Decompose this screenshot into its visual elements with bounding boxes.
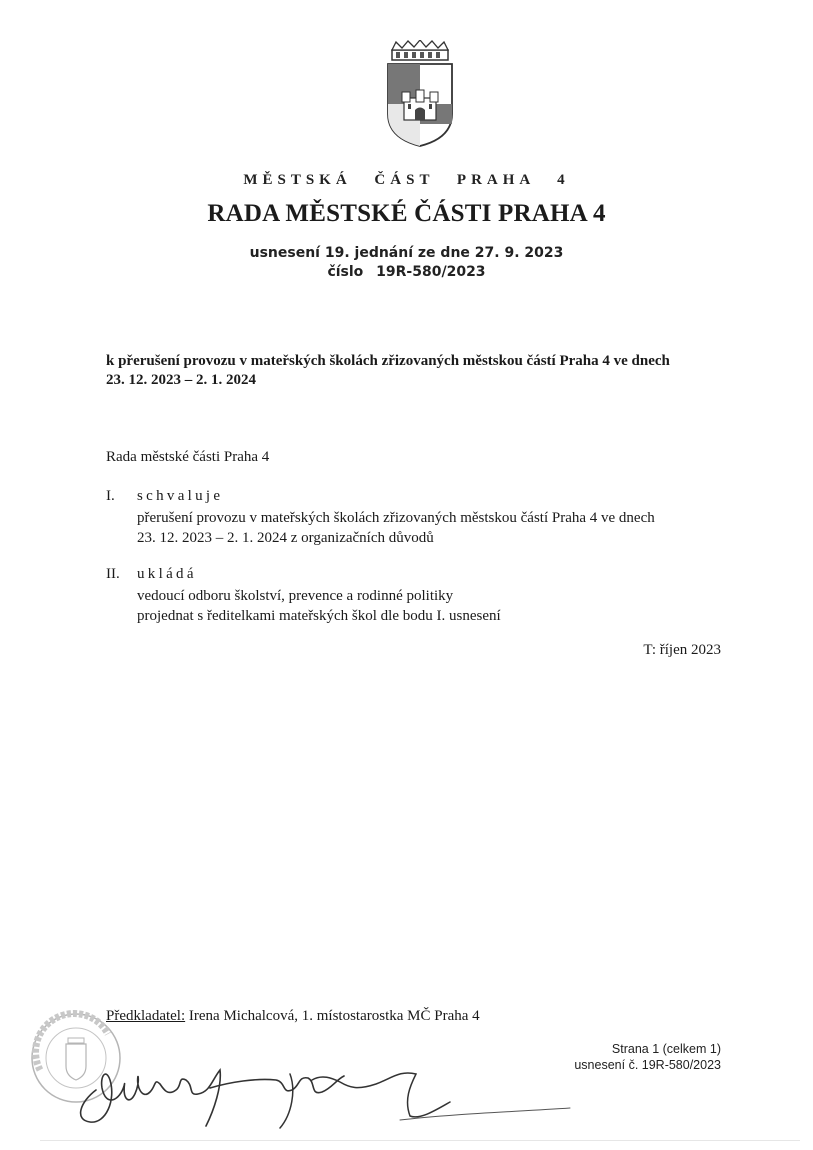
item-line: vedoucí odboru školství, prevence a rodinné politiky (137, 588, 454, 604)
bottom-edge (40, 1140, 800, 1141)
item-line: 23. 12. 2023 – 2. 1. 2024 z organizačních důvodů (137, 530, 434, 546)
page-info (574, 1041, 721, 1073)
organization-name: MĚSTSKÁ ČÁST PRAHA 4 (243, 172, 570, 188)
subject (106, 352, 726, 390)
resolution-reference: usnesení č. 19R-580/2023 (574, 1058, 721, 1072)
resolution-number: 19R-580/2023 (376, 264, 486, 280)
item-line: přerušení provozu v mateřských školách zřizovaných městskou částí Praha 4 ve dnech (137, 510, 655, 526)
deadline: T: říjen 2023 (643, 642, 721, 658)
submitter (106, 1008, 480, 1025)
council-title: RADA MĚSTSKÉ ČÁSTI PRAHA 4 (207, 200, 606, 227)
intro-text: Rada městské části Praha 4 (106, 449, 270, 465)
item-verb: ukládá (137, 566, 197, 582)
number-label: číslo (327, 264, 364, 280)
item-body (137, 508, 727, 548)
submitter-value: Irena Michalcová, 1. místostarostka MČ Praha 4 (188, 1008, 480, 1024)
item-line: projednat s ředitelkami mateřských škol dle bodu I. usnesení (137, 608, 501, 624)
item-numeral: II. (106, 566, 120, 582)
subject-line: k přerušení provozu v mateřských školách zřizovaných městskou částí Praha 4 ve dnech (106, 353, 670, 369)
meeting-line: usnesení 19. jednání ze dne 27. 9. 2023 (249, 245, 564, 261)
resolution-number-line (0, 264, 813, 280)
item-body (137, 586, 727, 626)
subject-line: 23. 12. 2023 – 2. 1. 2024 (106, 372, 256, 388)
item-verb: schvaluje (137, 488, 224, 504)
page-number: Strana 1 (celkem 1) (611, 1042, 721, 1056)
item-numeral: I. (106, 488, 115, 504)
coat-of-arms-icon (384, 40, 456, 148)
signature-icon (60, 1030, 580, 1140)
submitter-label: Předkladatel: (106, 1008, 186, 1024)
